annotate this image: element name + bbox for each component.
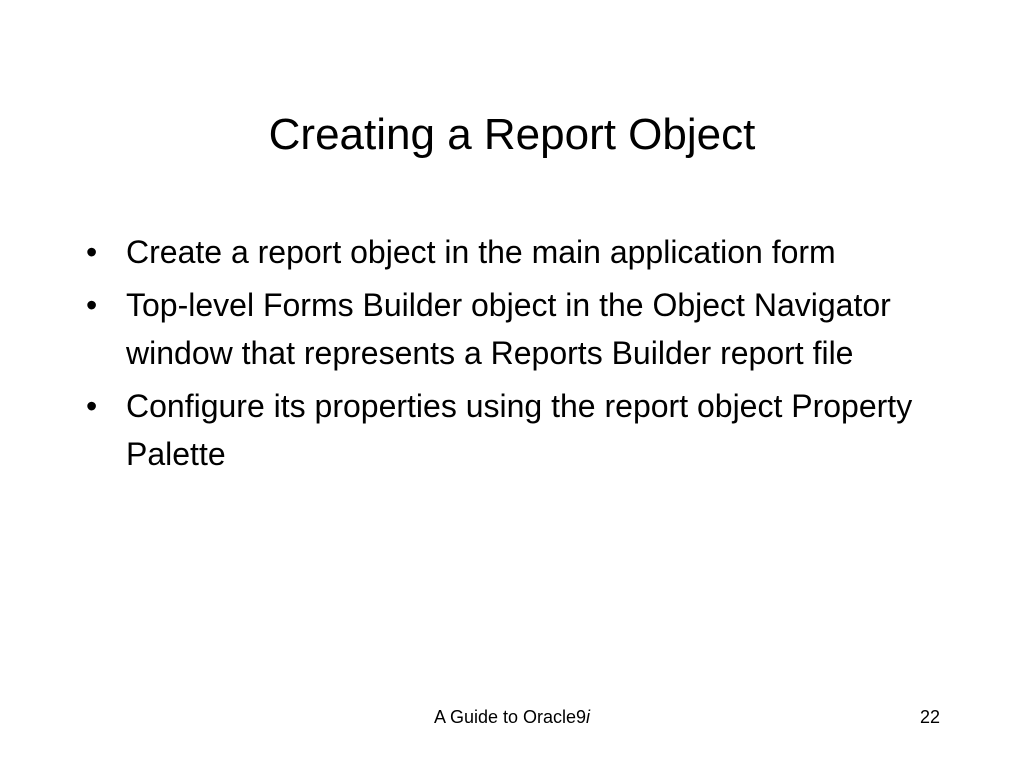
bullet-marker: • <box>86 287 98 323</box>
bullet-marker: • <box>86 388 98 424</box>
bullet-item <box>84 228 944 276</box>
footer-text-italic: i <box>586 707 591 727</box>
bullet-item <box>84 281 944 377</box>
page-number: 22 <box>919 707 940 727</box>
bullet-text: Create a report object in the main application form <box>126 234 836 270</box>
bullet-text: Configure its properties using the report object Property Palette <box>126 388 913 472</box>
bullet-marker: • <box>86 234 98 270</box>
bullet-text: Top-level Forms Builder object in the Object Navigator window that represents a Reports Builder report file <box>126 287 891 371</box>
bullet-list <box>84 228 944 483</box>
slide-title: Creating a Report Object <box>268 110 756 159</box>
footer-text: A Guide to Oracle9 <box>433 707 587 727</box>
bullet-item <box>84 382 944 478</box>
footer-title <box>0 706 1024 728</box>
